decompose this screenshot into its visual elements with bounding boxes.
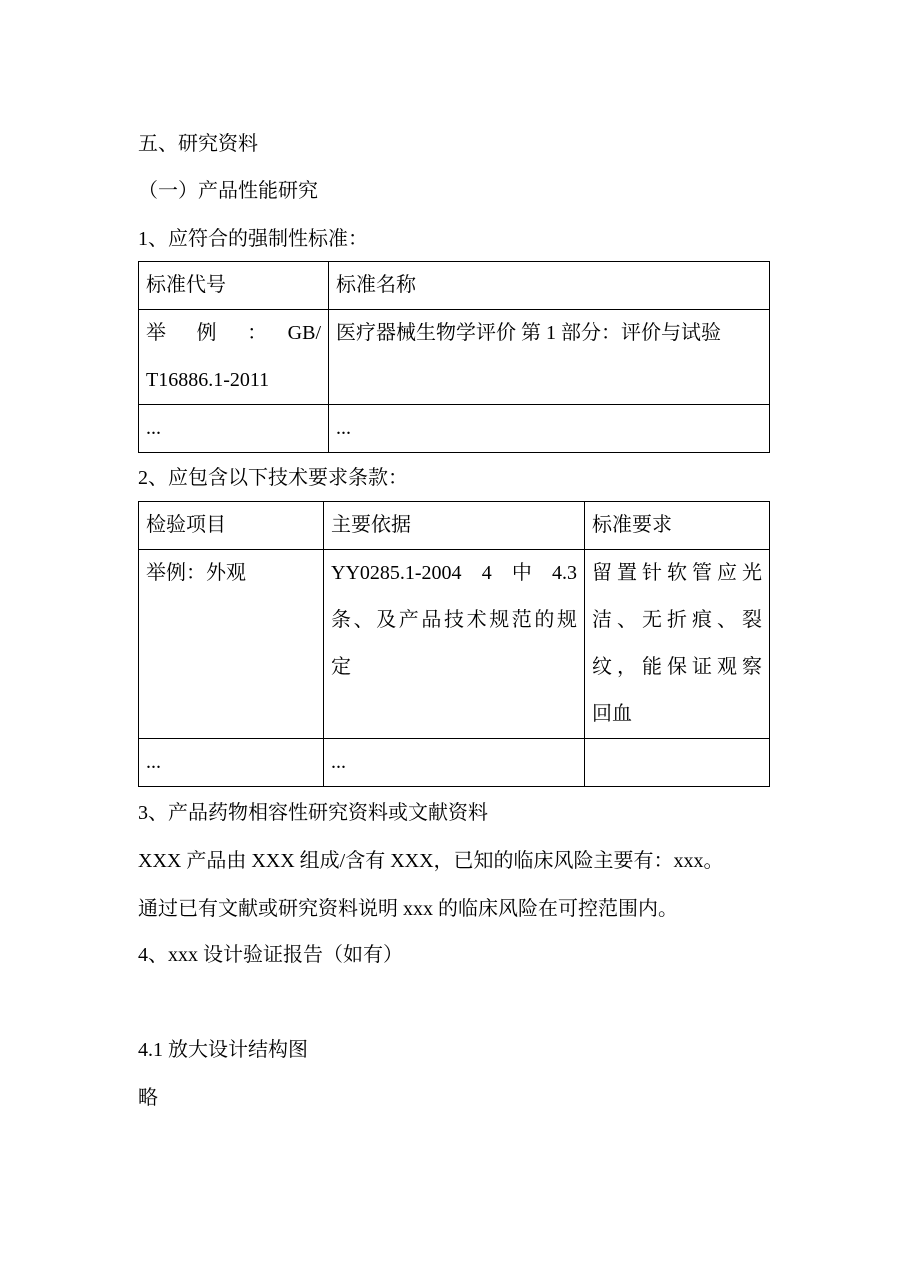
requirement-line-1: 留置针软管应光 [592,562,762,584]
cell-standard-requirement [585,550,770,739]
section3-paragraph-1: XXX 产品由 XXX 组成/含有 XXX，已知的临床风险主要有：xxx。 [138,850,724,872]
heading-research: 五、研究资料 [138,133,258,155]
basis-line-2: 条、及产品技术规范的规 [331,609,577,631]
header-standard-code: 标准代号 [139,262,329,310]
requirement-line-3: 纹，能保证观察 [592,656,762,678]
section3-paragraph-2: 通过已有文献或研究资料说明 xxx 的临床风险在可控范围内。 [138,898,678,920]
header-main-basis: 主要依据 [324,502,585,550]
cell-ellipsis: ... [139,739,324,787]
cell-standard-code [139,310,329,405]
table-row [139,502,770,550]
basis-line-3: 定 [331,656,351,678]
cell-test-item: 举例：外观 [139,550,324,739]
table-row [139,262,770,310]
header-standard-name: 标准名称 [329,262,770,310]
code-line-1: 举 例 ： GB/ [146,322,321,344]
requirement-line-2: 洁、无折痕、裂 [592,609,762,631]
section3-title: 3、产品药物相容性研究资料或文献资料 [138,802,488,824]
cell-ellipsis: ... [139,405,329,453]
section4-title: 4、xxx 设计验证报告（如有） [138,944,403,966]
section1-title: 1、应符合的强制性标准： [138,228,368,250]
cell-main-basis [324,550,585,739]
header-test-item: 检验项目 [139,502,324,550]
section41-title: 4.1 放大设计结构图 [138,1039,308,1061]
requirement-line-4: 回血 [592,703,632,725]
header-standard-requirement: 标准要求 [585,502,770,550]
table-row [139,739,770,787]
standards-table [138,261,770,453]
heading-performance: （一）产品性能研究 [138,180,318,202]
requirements-table [138,501,770,787]
table-row [139,310,770,405]
code-line-2: T16886.1-2011 [146,369,270,391]
cell-empty [585,739,770,787]
section41-body: 略 [138,1087,158,1109]
cell-standard-name: 医疗器械生物学评价 第 1 部分：评价与试验 [329,310,770,405]
table-row [139,405,770,453]
table-row [139,550,770,739]
basis-line-1: YY0285.1-2004 4 中 4.3 [331,562,577,584]
cell-ellipsis: ... [329,405,770,453]
cell-ellipsis: ... [324,739,585,787]
section2-title: 2、应包含以下技术要求条款： [138,467,408,489]
